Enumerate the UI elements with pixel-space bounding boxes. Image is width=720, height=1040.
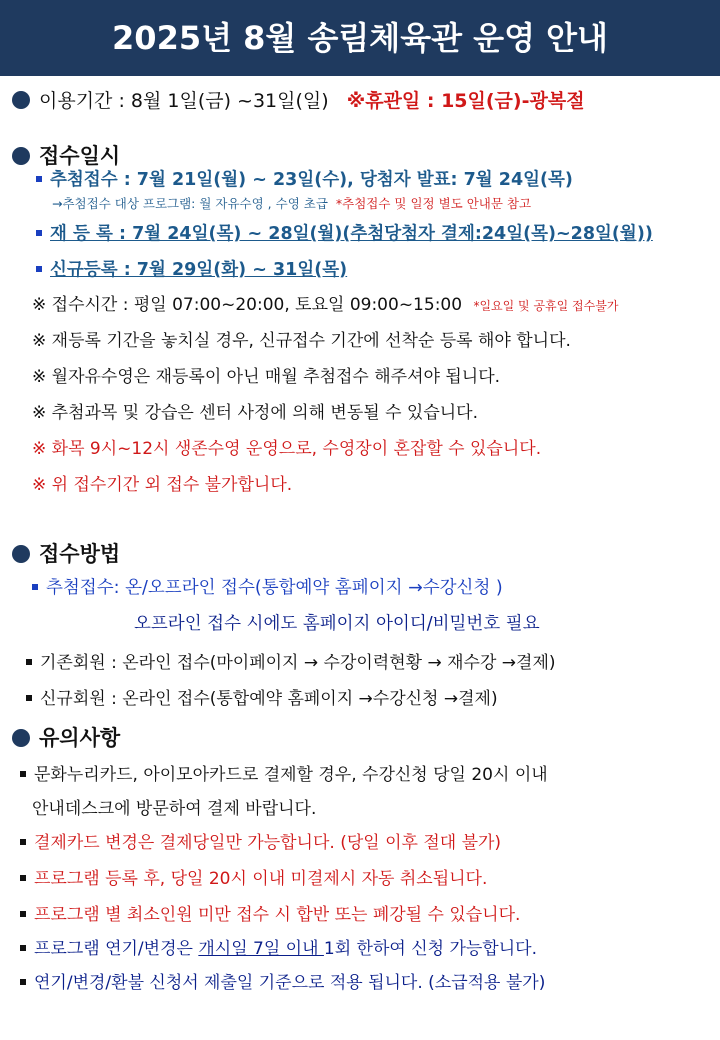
notice-2 — [20, 828, 501, 853]
notice-5-text-c: 1회 한하여 신청 가능합니다. — [323, 939, 537, 959]
notice-5-text-underlined: 개시일 7일 이내 — [198, 939, 324, 959]
notice-3 — [20, 864, 487, 889]
circle-bullet-icon — [12, 729, 30, 747]
method-existing — [26, 648, 556, 673]
reception-heading-label: 접수일시 — [39, 144, 121, 168]
square-bullet-icon — [32, 584, 38, 590]
notice-1b: 안내데스크에 방문하여 결제 바랍니다. — [32, 799, 317, 819]
reregister-text: 재 등 록 : 7월 24일(목) ~ 28일(월)(추첨당첨자 결제:24일(목)~28일(월)) — [50, 224, 653, 244]
notice-5-text-a: 프로그램 연기/변경은 — [34, 939, 199, 959]
square-bullet-icon — [20, 875, 26, 881]
method-heading-label: 접수방법 — [39, 542, 121, 566]
square-bullet-icon — [20, 839, 26, 845]
reception-note-4: ※ 화목 9시~12시 생존수영 운영으로, 수영장이 혼잡할 수 있습니다. — [32, 439, 542, 459]
closed-day: ※휴관일 : 15일(금)-광복절 — [346, 90, 585, 112]
method-lottery — [32, 574, 503, 599]
lottery-sub-note: *추첨접수 및 일정 별도 안내문 참고 — [335, 196, 532, 211]
reception-time-note: *일요일 및 공휴일 접수불가 — [473, 299, 619, 313]
circle-bullet-icon — [12, 147, 30, 165]
reception-note-1: ※ 재등록 기간을 놓치실 경우, 신규접수 기간에 선착순 등록 해야 합니다. — [32, 331, 571, 351]
notice-6-text: 연기/변경/환불 신청서 제출일 기준으로 적용 됩니다. (소급적용 불가) — [34, 973, 546, 993]
notice-3-text: 프로그램 등록 후, 당일 20시 이내 미결제시 자동 취소됩니다. — [34, 869, 488, 889]
notice-heading-label: 유의사항 — [39, 726, 121, 750]
method-heading — [12, 538, 120, 568]
notice-1a — [20, 760, 548, 785]
notice-6 — [20, 968, 545, 993]
reception-note-3: ※ 추첨과목 및 강습은 센터 사정에 의해 변동될 수 있습니다. — [32, 403, 478, 423]
reception-note-2: ※ 월자유수영은 재등록이 아닌 매월 추첨접수 해주셔야 됩니다. — [32, 367, 501, 387]
notice-4 — [20, 900, 520, 925]
method-existing-text: 기존회원 : 온라인 접수(마이페이지 → 수강이력현황 → 재수강 →결제) — [40, 653, 556, 673]
method-lottery-sub: 오프라인 접수 시에도 홈페이지 아이디/비밀번호 필요 — [134, 614, 540, 634]
notice-heading — [12, 722, 120, 752]
page-title: 2025년 8월 송림체육관 운영 안내 — [0, 0, 720, 76]
reception-lottery — [36, 166, 573, 191]
square-bullet-icon — [36, 230, 42, 236]
notice-2-text: 결제카드 변경은 결제당일만 가능합니다. (당일 이후 절대 불가) — [34, 833, 502, 853]
circle-bullet-icon — [12, 91, 30, 109]
square-bullet-icon — [20, 771, 26, 777]
square-bullet-icon — [20, 979, 26, 985]
notice-4-text: 프로그램 별 최소인원 미만 접수 시 합반 또는 폐강될 수 있습니다. — [34, 905, 521, 925]
reception-time-main: ※ 접수시간 : 평일 07:00~20:00, 토요일 09:00~15:00 — [32, 295, 463, 315]
method-lottery-text: 추첨접수: 온/오프라인 접수(통합예약 홈페이지 →수강신청 ) — [46, 578, 503, 598]
method-new — [26, 684, 498, 709]
square-bullet-icon — [36, 176, 42, 182]
reception-time — [32, 290, 618, 315]
square-bullet-icon — [20, 945, 26, 951]
square-bullet-icon — [26, 695, 32, 701]
reception-lottery-text: 추첨접수 : 7월 21일(월) ~ 23일(수), 당첨자 발표: 7월 24일(목) — [50, 170, 573, 190]
reception-note-5: ※ 위 접수기간 외 접수 불가합니다. — [32, 475, 293, 495]
reception-reregister — [36, 220, 653, 245]
period-label: 이용기간 : 8월 1일(금) ~31일(일) — [39, 90, 329, 112]
square-bullet-icon — [36, 266, 42, 272]
method-new-text: 신규회원 : 온라인 접수(통합예약 홈페이지 →수강신청 →결제) — [40, 689, 498, 709]
square-bullet-icon — [20, 911, 26, 917]
circle-bullet-icon — [12, 545, 30, 563]
period-line — [12, 86, 585, 113]
notice-1a-text: 문화누리카드, 아이모아카드로 결제할 경우, 수강신청 당일 20시 이내 — [34, 765, 548, 785]
square-bullet-icon — [26, 659, 32, 665]
reception-newreg — [36, 256, 347, 281]
lottery-sub-programs: →추첨접수 대상 프로그램: 월 자유수영 , 수영 초급 — [52, 196, 328, 211]
reception-lottery-sub — [52, 194, 531, 212]
newreg-text: 신규등록 : 7월 29일(화) ~ 31일(목) — [50, 260, 348, 280]
notice-5 — [20, 934, 537, 959]
